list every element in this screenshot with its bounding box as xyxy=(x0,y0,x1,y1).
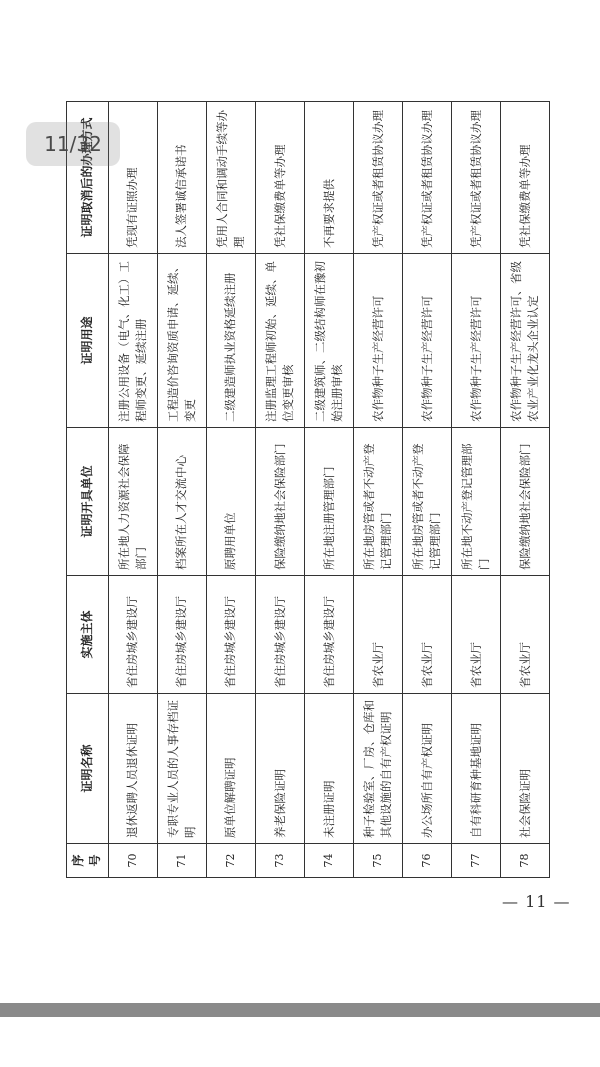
cell-issuer: 所在地房管或者不动产登记管理部门 xyxy=(402,428,451,576)
cell-name: 退休返聘人员退休证明 xyxy=(108,694,157,844)
cell-handling: 凭社保缴费单等办理 xyxy=(255,102,304,254)
cell-name: 种子检验室、厂房、仓库和其他设施的自有产权证明 xyxy=(353,694,402,844)
cell-name: 专职专业人员的人事存档证明 xyxy=(157,694,206,844)
cell-purpose: 二级建造师执业资格延续注册 xyxy=(206,254,255,428)
cell-issuer: 所在地不动产登记管理部门 xyxy=(451,428,500,576)
cell-purpose: 注册监理工程师初始、延续、单位变更审核 xyxy=(255,254,304,428)
cell-index: 72 xyxy=(206,844,255,878)
cell-implementer: 省农业厅 xyxy=(353,576,402,694)
cell-handling: 凭用人合同和调动手续等办理 xyxy=(206,102,255,254)
cell-handling: 凭产权证或者租赁协议办理 xyxy=(451,102,500,254)
cell-name: 办公场所自有产权证明 xyxy=(402,694,451,844)
cell-implementer: 省农业厅 xyxy=(500,576,549,694)
cell-purpose: 农作物种子生产经营许可、省级农业产业化龙头企业认定 xyxy=(500,254,549,428)
cell-implementer: 省住房城乡建设厅 xyxy=(255,576,304,694)
cell-name: 原单位解聘证明 xyxy=(206,694,255,844)
cell-implementer: 省农业厅 xyxy=(451,576,500,694)
cell-handling: 凭产权证或者租赁协议办理 xyxy=(402,102,451,254)
cell-index: 75 xyxy=(353,844,402,878)
table-header-row xyxy=(67,102,109,878)
cell-purpose: 农作物种子生产经营许可 xyxy=(451,254,500,428)
cell-name: 自有科研育种基地证明 xyxy=(451,694,500,844)
cell-issuer: 所在地房管或者不动产登记管理部门 xyxy=(353,428,402,576)
cell-implementer: 省住房城乡建设厅 xyxy=(157,576,206,694)
cell-index: 70 xyxy=(108,844,157,878)
cell-handling: 不再要求提供 xyxy=(304,102,353,254)
cell-issuer: 保险缴纳地社会保险部门 xyxy=(255,428,304,576)
cell-purpose: 工程造价咨询资质申请、延续、变更 xyxy=(157,254,206,428)
cell-index: 77 xyxy=(451,844,500,878)
cell-handling: 凭社保缴费单等办理 xyxy=(500,102,549,254)
cell-index: 71 xyxy=(157,844,206,878)
header-handling: 证明取消后的办理方式 xyxy=(67,102,109,254)
cell-name: 社会保险证明 xyxy=(500,694,549,844)
cell-purpose: 农作物种子生产经营许可 xyxy=(402,254,451,428)
cell-handling: 凭现有证照办理 xyxy=(108,102,157,254)
cell-index: 74 xyxy=(304,844,353,878)
table-row xyxy=(304,102,353,878)
cell-issuer: 所在地注册管理部门 xyxy=(304,428,353,576)
cell-index: 76 xyxy=(402,844,451,878)
cell-issuer: 原聘用单位 xyxy=(206,428,255,576)
cell-index: 73 xyxy=(255,844,304,878)
document-table-area xyxy=(66,102,550,878)
page-number: — 11 — xyxy=(502,892,571,911)
cell-purpose: 二级建筑师、二级结构师在豫初始注册审核 xyxy=(304,254,353,428)
table-row xyxy=(206,102,255,878)
cell-name: 未注册证明 xyxy=(304,694,353,844)
cell-handling: 凭产权证或者租赁协议办理 xyxy=(353,102,402,254)
cell-purpose: 农作物种子生产经营许可 xyxy=(353,254,402,428)
cell-issuer: 档案所在人才交流中心 xyxy=(157,428,206,576)
cell-name: 养老保险证明 xyxy=(255,694,304,844)
table-row xyxy=(402,102,451,878)
cell-implementer: 省住房城乡建设厅 xyxy=(206,576,255,694)
table-row xyxy=(500,102,549,878)
cell-index: 78 xyxy=(500,844,549,878)
header-name: 证明名称 xyxy=(67,694,109,844)
header-issuer: 证明开具单位 xyxy=(67,428,109,576)
table-row xyxy=(255,102,304,878)
table-row xyxy=(451,102,500,878)
viewer-bottom-bar xyxy=(0,1003,600,1017)
header-index: 序号 xyxy=(67,844,109,878)
cell-purpose: 注册公用设备（电气、化工）工程师变更、延续注册 xyxy=(108,254,157,428)
cell-implementer: 省住房城乡建设厅 xyxy=(108,576,157,694)
table-row xyxy=(157,102,206,878)
header-purpose: 证明用途 xyxy=(67,254,109,428)
cell-handling: 法人签署诚信承诺书 xyxy=(157,102,206,254)
header-implementer: 实施主体 xyxy=(67,576,109,694)
table-row xyxy=(108,102,157,878)
cell-implementer: 省住房城乡建设厅 xyxy=(304,576,353,694)
cell-issuer: 保险缴纳地社会保险部门 xyxy=(500,428,549,576)
cell-issuer: 所在地人力资源社会保障部门 xyxy=(108,428,157,576)
table-row xyxy=(353,102,402,878)
cell-implementer: 省农业厅 xyxy=(402,576,451,694)
page-indicator-badge: 11/32 xyxy=(26,122,120,166)
certificate-table xyxy=(66,101,550,878)
